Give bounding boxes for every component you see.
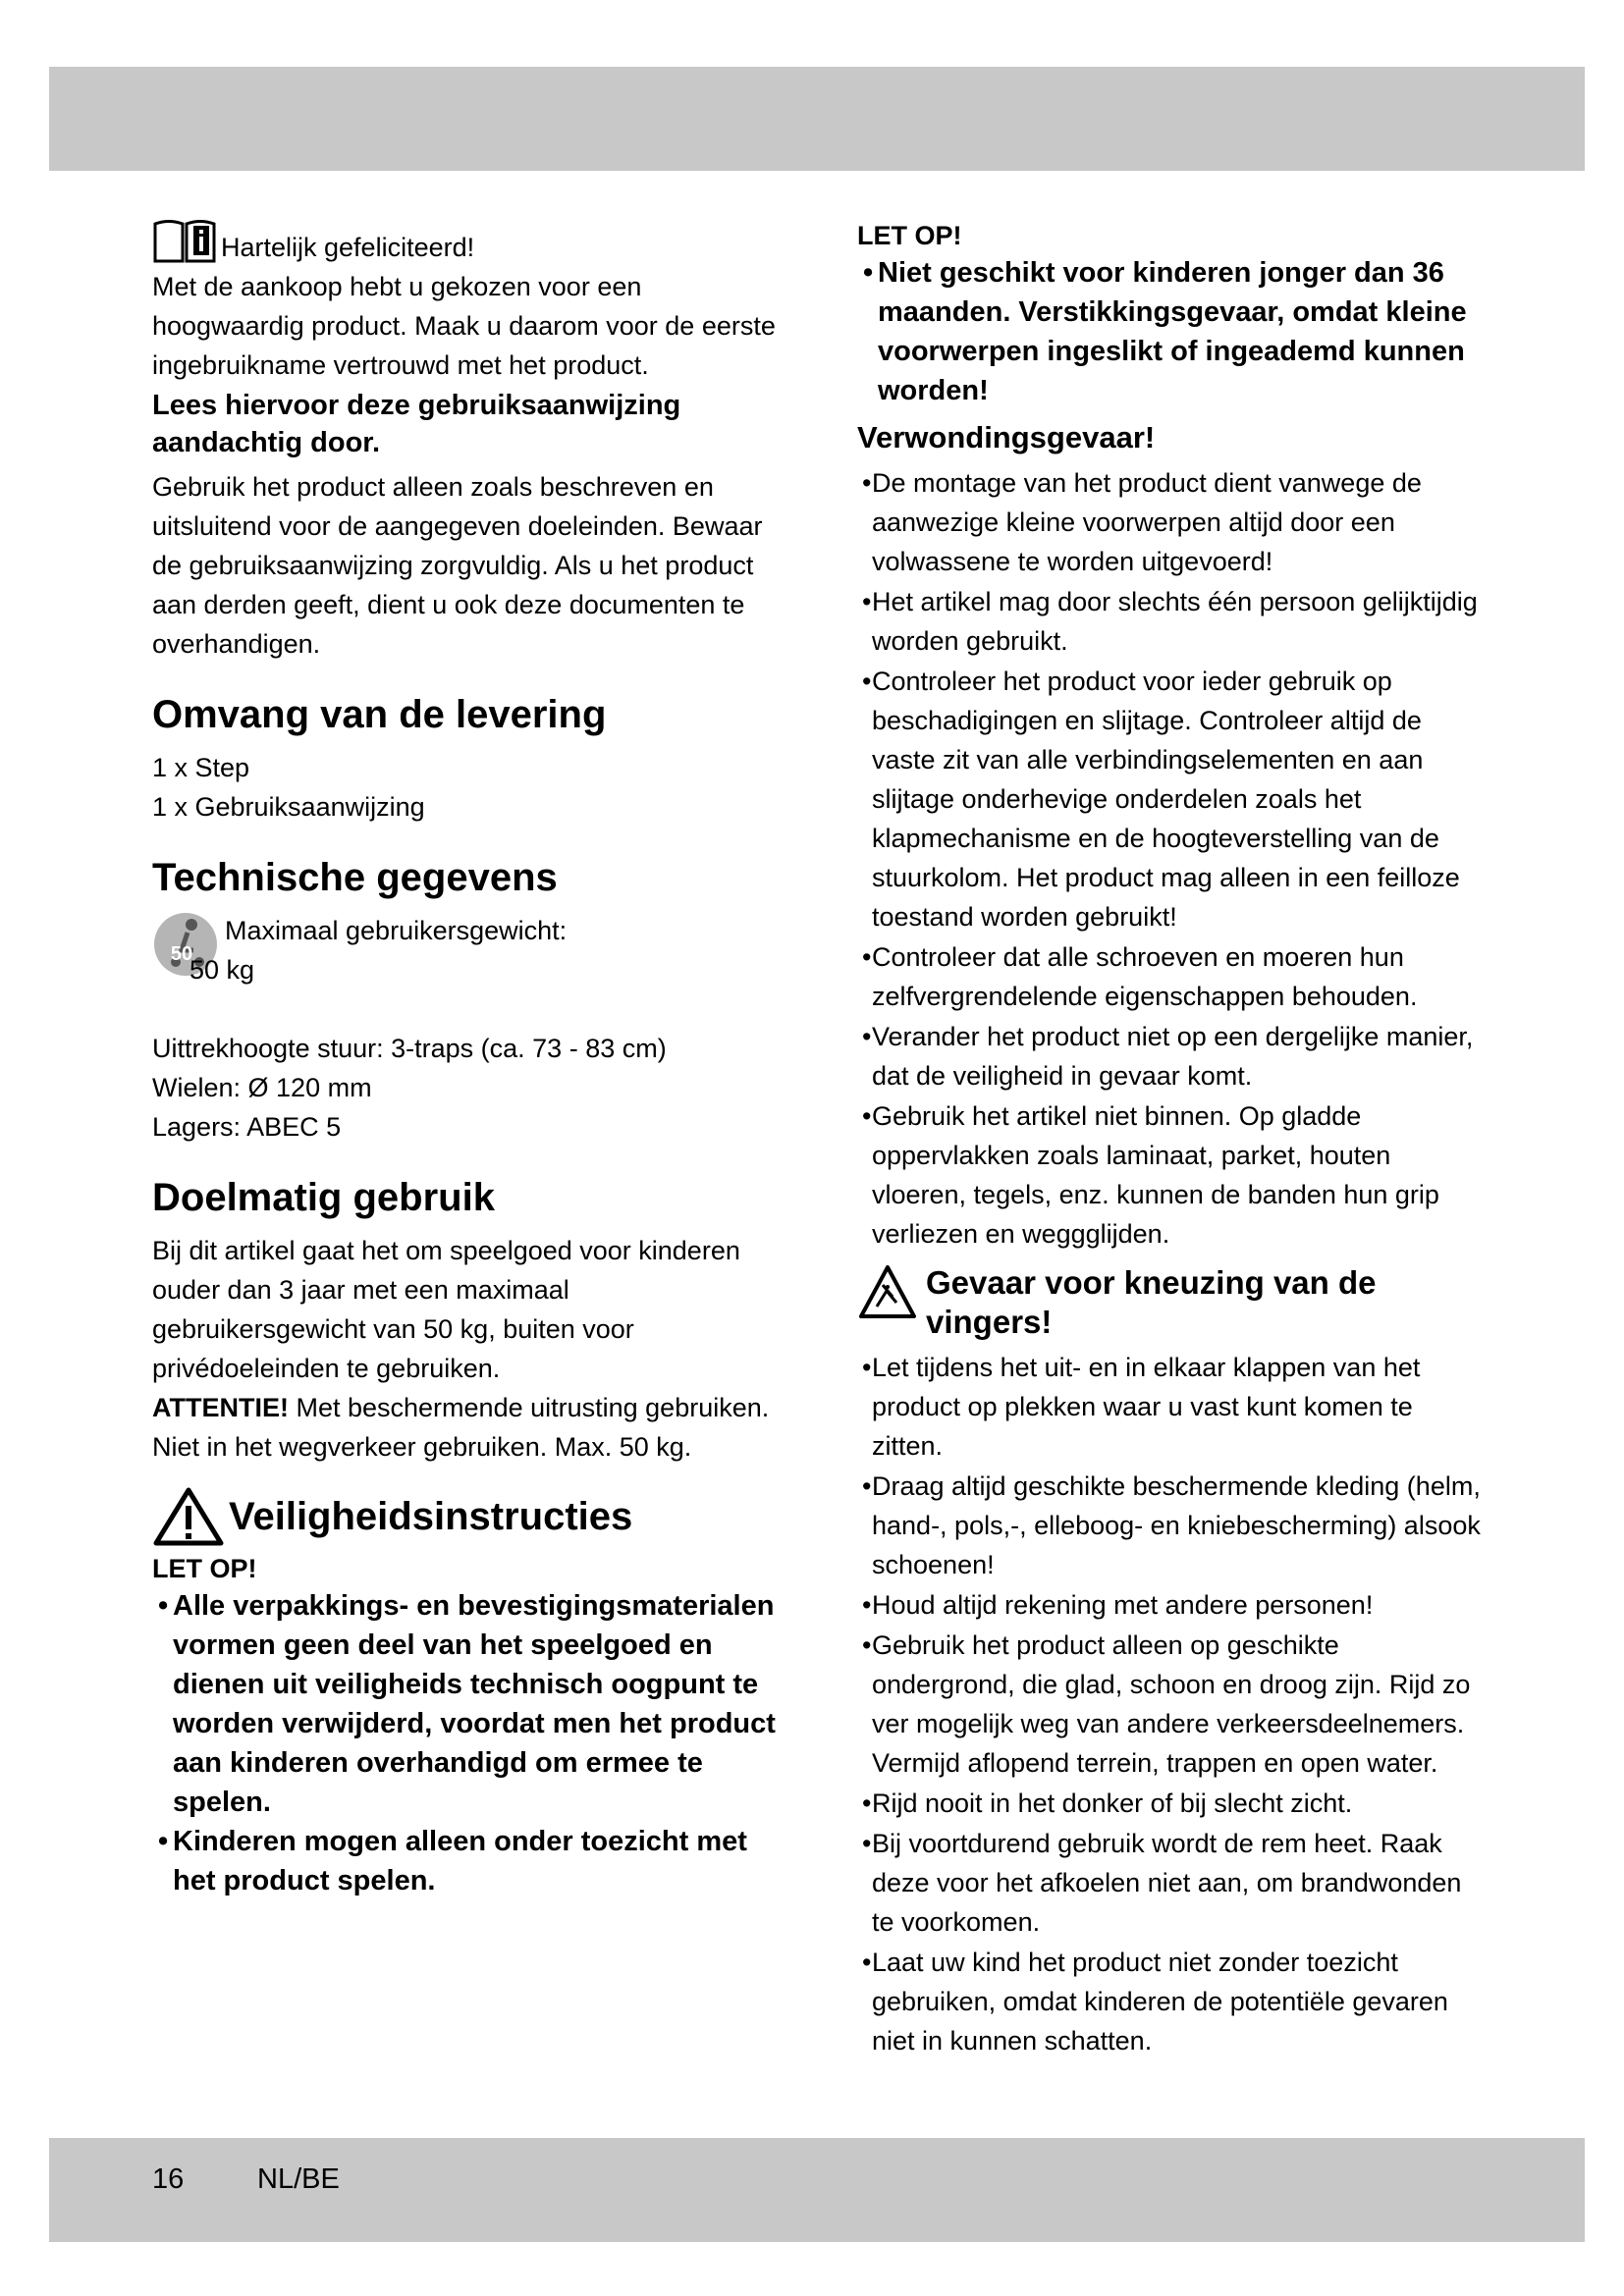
injury-heading: Verwondingsgevaar! bbox=[857, 420, 1156, 454]
right-column bbox=[857, 218, 1486, 2061]
finger-pinch-warning-icon bbox=[857, 1263, 918, 1322]
list-item: • Houd altijd rekening met andere personen! bbox=[857, 1585, 1486, 1625]
read-instruction: Lees hiervoor deze gebruiksaanwijzing aandachtig door. bbox=[152, 390, 681, 458]
letop-label: LET OP! bbox=[152, 1554, 257, 1583]
list-item: • Kinderen mogen alleen onder toezicht met het product spelen. bbox=[152, 1822, 781, 1900]
intro-text: Met de aankoop hebt u gekozen voor een hoogwaardig product. Maak u daarom voor de eerste ingebruikname vertrouwd met het product. bbox=[152, 272, 776, 380]
info-book-icon bbox=[152, 218, 217, 267]
list-item: • Niet geschikt voor kinderen jonger dan 36 maanden. Verstikkingsgevaar, omdat kleine voorwerpen ingeslikt of ingeademd kunnen worden! bbox=[857, 253, 1486, 410]
delivery-heading: Omvang van de levering bbox=[152, 693, 607, 736]
intro-greeting: Hartelijk gefeliciteerd! bbox=[221, 233, 475, 262]
tech-spec: Lagers: ABEC 5 bbox=[152, 1112, 342, 1142]
usage-text: Gebruik het product alleen zoals beschreven en uitsluitend voor de aangegeven doeleinden. Bewaar de gebruiksaanwijzing zorgvuldig. Als u het product aan derden geeft, dient u ook deze documenten te overhandigen. bbox=[152, 472, 763, 659]
warning-triangle-icon bbox=[152, 1486, 225, 1547]
list-item: • Let tijdens het uit- en in elkaar klappen van het product op plekken waar u vast kunt komen te zitten. bbox=[857, 1348, 1486, 1466]
delivery-item: 1 x Gebruiksaanwijzing bbox=[152, 792, 425, 822]
safety-heading-row bbox=[152, 1486, 781, 1547]
weight-icon-label: 50 bbox=[170, 943, 193, 965]
page-number: 16 bbox=[152, 2163, 185, 2195]
tech-spec: Uittrekhoogte stuur: 3-traps (ca. 73 - 83 cm) bbox=[152, 1034, 667, 1063]
list-item: • Gebruik het artikel niet binnen. Op gladde oppervlakken zoals laminaat, parket, houten vloeren, tegels, enz. kunnen de banden hun grip verliezen en weggglijden. bbox=[857, 1096, 1486, 1254]
list-item: • Controleer dat alle schroeven en moeren hun zelfvergrendelende eigenschappen behouden. bbox=[857, 937, 1486, 1016]
list-item: • Verander het product niet op een dergelijke manier, dat de veiligheid in gevaar komt. bbox=[857, 1017, 1486, 1095]
left-column bbox=[152, 218, 781, 1900]
intro-heading bbox=[152, 218, 781, 267]
pinch-list bbox=[857, 1348, 1486, 2060]
list-item: • Draag altijd geschikte beschermende kleding (helm, hand-, pols,-, elleboog- en kniebescherming) alsook schoenen! bbox=[857, 1467, 1486, 1584]
letop-list bbox=[857, 253, 1486, 410]
max-weight-value: 50 kg bbox=[189, 955, 255, 985]
max-weight-spec bbox=[152, 911, 781, 989]
attention-label: ATTENTIE! bbox=[152, 1393, 289, 1422]
locale-label: NL/BE bbox=[257, 2163, 340, 2195]
list-item: • Laat uw kind het product niet zonder toezicht gebruiken, omdat kinderen de potentiële gevaren niet in kunnen schatten. bbox=[857, 1943, 1486, 2060]
attention-text: Met beschermende uitrusting gebruiken. Niet in het wegverkeer gebruiken. Max. 50 kg. bbox=[152, 1393, 770, 1462]
list-item: • Alle verpakkings- en bevestigingsmaterialen vormen geen deel van het speelgoed en dienen uit veiligheids technisch oogpunt te worden verwijderd, voordat men het product aan kinderen overhandigd om ermee te spelen. bbox=[152, 1586, 781, 1822]
safety-list bbox=[152, 1586, 781, 1900]
injury-list bbox=[857, 463, 1486, 1254]
purpose-text: Bij dit artikel gaat het om speelgoed voor kinderen ouder dan 3 jaar met een maximaal gebruikersgewicht van 50 kg, buiten voor privédoeleinden te gebruiken. bbox=[152, 1236, 740, 1383]
pinch-heading: Gevaar voor kneuzing van de vingers! bbox=[926, 1264, 1377, 1340]
list-item: • De montage van het product dient vanwege de aanwezige kleine voorwerpen altijd door een volwassene te worden uitgevoerd! bbox=[857, 463, 1486, 581]
attention-paragraph bbox=[152, 1388, 781, 1467]
max-weight-label: Maximaal gebruikersgewicht: bbox=[225, 916, 568, 945]
list-item: • Bij voortdurend gebruik wordt de rem heet. Raak deze voor het afkoelen niet aan, om brandwonden te voorkomen. bbox=[857, 1824, 1486, 1942]
purpose-heading: Doelmatig gebruik bbox=[152, 1176, 495, 1219]
header-band bbox=[49, 67, 1585, 171]
safety-heading: Veiligheidsinstructies bbox=[229, 1494, 633, 1538]
tech-heading: Technische gegevens bbox=[152, 856, 558, 899]
pinch-heading-row bbox=[857, 1263, 1486, 1342]
letop-label: LET OP! bbox=[857, 221, 962, 250]
list-item: • Het artikel mag door slechts één persoon gelijktijdig worden gebruikt. bbox=[857, 582, 1486, 661]
list-item: • Controleer het product voor ieder gebruik op beschadigingen en slijtage. Controleer altijd de vaste zit van alle verbindingselementen en aan slijtage onderhevige onderdelen zoals het klapmechanisme en de hoogteverstelling van de stuurkolom. Het product mag alleen in een feilloze toestand worden gebruikt! bbox=[857, 662, 1486, 936]
list-item: • Rijd nooit in het donker of bij slecht zicht. bbox=[857, 1784, 1486, 1823]
tech-spec: Wielen: Ø 120 mm bbox=[152, 1073, 372, 1102]
delivery-item: 1 x Step bbox=[152, 753, 250, 782]
list-item: • Gebruik het product alleen op geschikte ondergrond, die glad, schoon en droog zijn. Rijd zo ver mogelijk weg van andere verkeersdeelnemers. Vermijd aflopend terrein, trappen en open water. bbox=[857, 1626, 1486, 1783]
